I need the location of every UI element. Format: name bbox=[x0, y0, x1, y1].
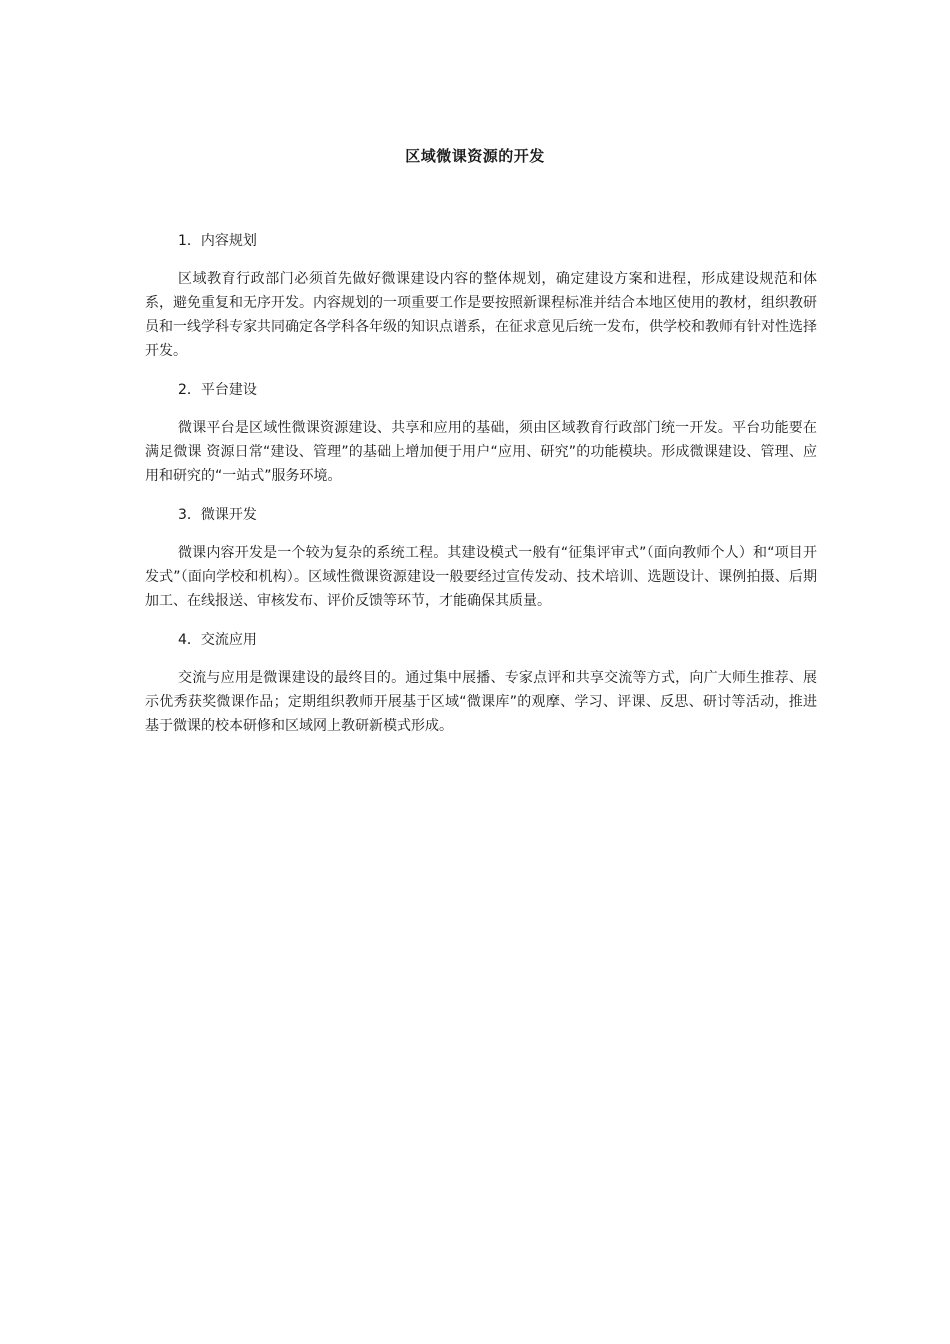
section-paragraph: 微课平台是区域性微课资源建设、共享和应用的基础，须由区域教育行政部门统一开发。平台功能要在满足微课 资源日常“建设、管理”的基础上增加便于用户“应用、研究”的功能模块。形成微课建设、管理、应用和研究的“一站式”服务环境。 bbox=[145, 420, 817, 484]
section-heading: 4．交流应用 bbox=[178, 632, 257, 648]
section-exchange-application bbox=[145, 629, 817, 738]
document-title: 区域微课资源的开发 bbox=[405, 147, 545, 165]
section-paragraph: 微课内容开发是一个较为复杂的系统工程。其建设模式一般有“征集评审式”（面向教师个人）和“项目开发式”（面向学校和机构）。区域性微课资源建设一般要经过宣传发动、技术培训、选题设计、课例拍摄、后期加工、在线报送、审核发布、评价反馈等环节，才能确保其质量。 bbox=[145, 545, 817, 609]
section-heading: 2．平台建设 bbox=[178, 382, 257, 398]
section-paragraph: 区域教育行政部门必须首先做好微课建设内容的整体规划，确定建设方案和进程，形成建设规范和体系，避免重复和无序开发。内容规划的一项重要工作是要按照新课程标准并结合本地区使用的教材，组织教研员和一线学科专家共同确定各学科各年级的知识点谱系，在征求意见后统一发布，供学校和教师有针对性选择开发。 bbox=[145, 271, 817, 359]
section-microcourse-development bbox=[145, 504, 817, 613]
document-content bbox=[145, 230, 817, 754]
section-heading: 1．内容规划 bbox=[178, 233, 257, 249]
section-content-planning bbox=[145, 230, 817, 363]
section-heading: 3．微课开发 bbox=[178, 507, 257, 523]
section-platform-building bbox=[145, 379, 817, 488]
section-paragraph: 交流与应用是微课建设的最终目的。通过集中展播、专家点评和共享交流等方式，向广大师生推荐、展示优秀获奖微课作品；定期组织教师开展基于区域“微课库”的观摩、学习、评课、反思、研讨等活动，推进基于微课的校本研修和区域网上教研新模式形成。 bbox=[145, 670, 817, 734]
